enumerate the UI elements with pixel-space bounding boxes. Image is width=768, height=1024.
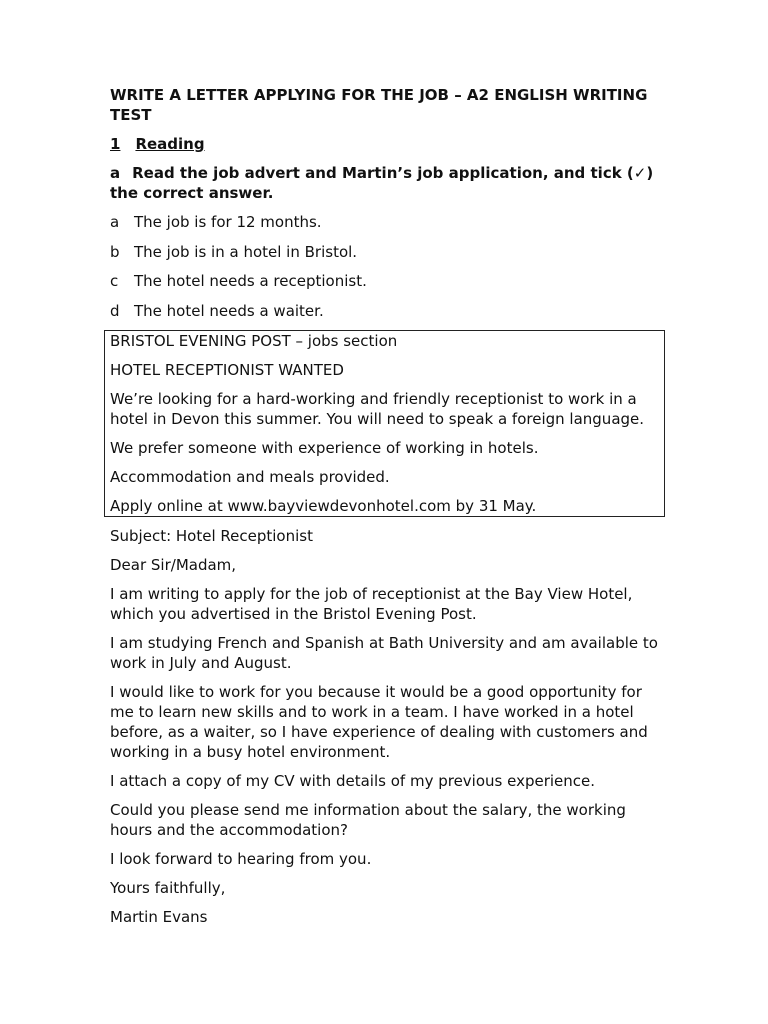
option-item bbox=[110, 212, 668, 232]
advert-body: We’re looking for a hard-working and friendly receptionist to work in a hotel in Devon this summer. You will need to speak a foreign language. bbox=[110, 390, 645, 428]
letter-greeting: Dear Sir/Madam, bbox=[110, 556, 237, 574]
section-heading bbox=[110, 134, 668, 154]
option-text: The job is for 12 months. bbox=[134, 213, 322, 231]
letter-paragraph: I am writing to apply for the job of receptionist at the Bay View Hotel, which you advertised in the Bristol Evening Post. bbox=[110, 585, 633, 623]
letter-paragraph: Could you please send me information about the salary, the working hours and the accommodation? bbox=[110, 801, 626, 839]
question-instruction bbox=[110, 163, 668, 203]
letter-paragraph: I would like to work for you because it would be a good opportunity for me to learn new skills and to work in a team. I have worked in a hotel before, as a waiter, so I have experience of dealing with customers and working in a busy hotel environment. bbox=[110, 683, 648, 761]
advert-benefits: Accommodation and meals provided. bbox=[110, 468, 390, 486]
letter-subject: Subject: Hotel Receptionist bbox=[110, 527, 313, 545]
option-item bbox=[110, 271, 668, 291]
option-text: The hotel needs a receptionist. bbox=[134, 272, 367, 290]
section-number: 1 bbox=[110, 135, 121, 153]
instruction-letter: a bbox=[110, 164, 121, 182]
option-letter: c bbox=[110, 272, 119, 290]
option-text: The job is in a hotel in Bristol. bbox=[134, 242, 358, 261]
advert-source: BRISTOL EVENING POST – jobs section bbox=[110, 332, 398, 350]
letter-paragraph: I am studying French and Spanish at Bath University and am available to work in July and August. bbox=[110, 634, 658, 672]
option-text: The hotel needs a waiter. bbox=[134, 301, 324, 320]
section-label: Reading bbox=[135, 135, 205, 153]
letter-closing: Yours faithfully, bbox=[110, 879, 226, 897]
option-letter: a bbox=[110, 213, 120, 231]
option-letter: d bbox=[110, 301, 120, 320]
option-item bbox=[110, 301, 668, 321]
letter-paragraph: I look forward to hearing from you. bbox=[110, 850, 372, 868]
application-letter bbox=[110, 526, 668, 927]
letter-paragraph: I attach a copy of my CV with details of my previous experience. bbox=[110, 772, 596, 790]
job-advert-box bbox=[104, 330, 665, 517]
advert-preference: We prefer someone with experience of working in hotels. bbox=[110, 439, 539, 457]
advert-apply: Apply online at www.bayviewdevonhotel.com by 31 May. bbox=[110, 497, 537, 515]
answer-options bbox=[110, 212, 668, 321]
page-title: WRITE A LETTER APPLYING FOR THE JOB – A2 ENGLISH WRITING TEST bbox=[110, 86, 648, 124]
letter-signature: Martin Evans bbox=[110, 908, 208, 926]
advert-headline: HOTEL RECEPTIONIST WANTED bbox=[110, 361, 344, 379]
option-letter: b bbox=[110, 242, 120, 261]
instruction-text: Read the job advert and Martin’s job application, and tick (✓) the correct answer. bbox=[110, 164, 654, 202]
option-item bbox=[110, 242, 668, 262]
